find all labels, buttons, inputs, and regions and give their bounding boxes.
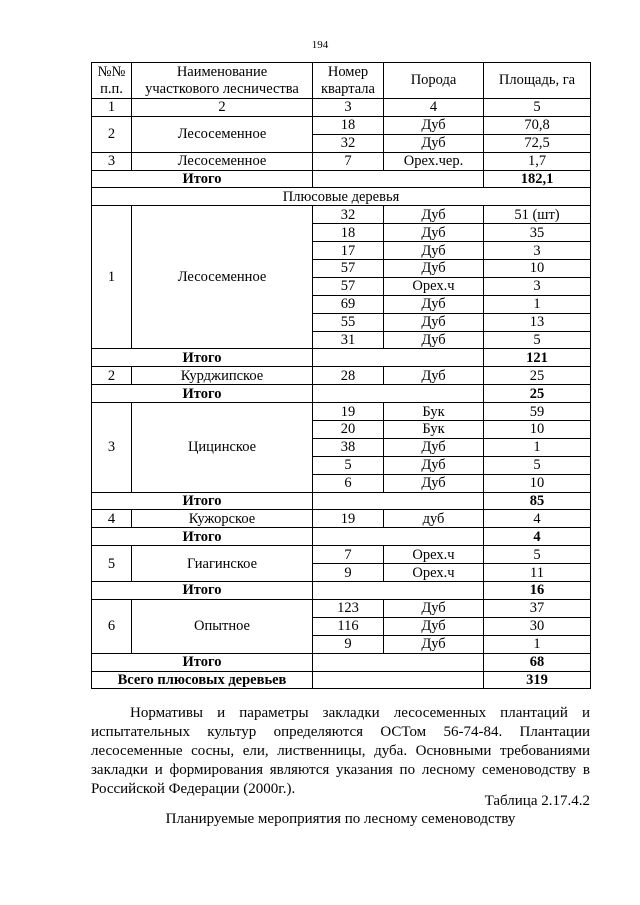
header-cell-forestry bbox=[132, 63, 313, 99]
quarter-cell: 55 bbox=[313, 313, 384, 331]
species-cell: Дуб bbox=[384, 599, 484, 617]
note-line: Нормативы и параметры закладки лесосеменных плантаций и bbox=[130, 705, 590, 721]
quarter-cell: 9 bbox=[313, 635, 384, 653]
data-table bbox=[91, 62, 591, 689]
species-cell: Дуб bbox=[384, 295, 484, 313]
table-row bbox=[92, 206, 591, 224]
species-cell: Дуб bbox=[384, 313, 484, 331]
column-number-cell: 3 bbox=[313, 99, 384, 117]
species-cell: Орех.ч bbox=[384, 564, 484, 582]
table-row bbox=[92, 152, 591, 170]
quarter-cell: 9 bbox=[313, 564, 384, 582]
table-caption-title: Планируемые мероприятия по лесному семеноводству bbox=[165, 811, 516, 827]
total-label-cell: Итого bbox=[92, 349, 313, 367]
value-cell: 59 bbox=[484, 403, 591, 421]
forestry-name-cell: Кужорское bbox=[132, 510, 313, 528]
table-row bbox=[92, 367, 591, 385]
species-cell: Бук bbox=[384, 421, 484, 439]
value-cell: 37 bbox=[484, 599, 591, 617]
grand-total-label: Всего плюсовых деревьев bbox=[92, 671, 313, 689]
header-cell-area bbox=[484, 63, 591, 99]
species-cell: Дуб bbox=[384, 206, 484, 224]
species-cell: Дуб bbox=[384, 635, 484, 653]
total-value-cell: 25 bbox=[484, 385, 591, 403]
total-row bbox=[92, 492, 591, 510]
species-cell: Дуб bbox=[384, 224, 484, 242]
quarter-cell: 20 bbox=[313, 421, 384, 439]
column-number-cell: 4 bbox=[384, 99, 484, 117]
value-cell: 72,5 bbox=[484, 134, 591, 152]
value-cell: 13 bbox=[484, 313, 591, 331]
quarter-cell: 38 bbox=[313, 438, 384, 456]
total-label-cell: Итого bbox=[92, 385, 313, 403]
total-label-cell: Итого bbox=[92, 528, 313, 546]
note-line: закладки и формирования являются указания по лесному семеноводству в bbox=[91, 762, 590, 778]
total-label-cell: Итого bbox=[92, 492, 313, 510]
header-line: Наименование bbox=[176, 63, 268, 80]
quarter-cell: 17 bbox=[313, 242, 384, 260]
header-line: Номер bbox=[327, 63, 369, 80]
species-cell: Орех.ч bbox=[384, 277, 484, 295]
value-cell: 5 bbox=[484, 456, 591, 474]
header-line: Площадь, га bbox=[498, 72, 576, 88]
species-cell: Дуб bbox=[384, 134, 484, 152]
forestry-name-cell: Лесосеменное bbox=[132, 206, 313, 349]
species-cell: Дуб bbox=[384, 456, 484, 474]
quarter-cell: 57 bbox=[313, 260, 384, 278]
row-number-cell: 6 bbox=[92, 599, 132, 653]
total-label-cell: Итого bbox=[92, 170, 313, 188]
note-line: лесосеменные сосны, ели, лиственницы, дуба. Основными требованиями bbox=[91, 743, 590, 759]
species-cell: дуб bbox=[384, 510, 484, 528]
empty-cell bbox=[313, 671, 484, 689]
forestry-name-cell: Лесосеменное bbox=[132, 116, 313, 152]
forestry-name-cell: Курджипское bbox=[132, 367, 313, 385]
species-cell: Дуб bbox=[384, 242, 484, 260]
value-cell: 3 bbox=[484, 277, 591, 295]
row-number-cell: 3 bbox=[92, 403, 132, 492]
quarter-cell: 57 bbox=[313, 277, 384, 295]
column-number-cell: 5 bbox=[484, 99, 591, 117]
quarter-cell: 69 bbox=[313, 295, 384, 313]
species-cell: Дуб bbox=[384, 367, 484, 385]
value-cell: 25 bbox=[484, 367, 591, 385]
forestry-name-cell: Лесосеменное bbox=[132, 152, 313, 170]
value-cell: 10 bbox=[484, 260, 591, 278]
quarter-cell: 7 bbox=[313, 152, 384, 170]
species-cell: Дуб bbox=[384, 260, 484, 278]
header-line: №№ bbox=[97, 63, 126, 80]
empty-cell bbox=[313, 170, 484, 188]
header-line: участкового лесничества bbox=[145, 80, 299, 97]
total-value-cell: 182,1 bbox=[484, 170, 591, 188]
quarter-cell: 19 bbox=[313, 510, 384, 528]
forestry-name-cell: Опытное bbox=[132, 599, 313, 653]
note-paragraph bbox=[91, 704, 590, 799]
value-cell: 1,7 bbox=[484, 152, 591, 170]
table-row bbox=[92, 403, 591, 421]
total-row bbox=[92, 170, 591, 188]
quarter-cell: 18 bbox=[313, 224, 384, 242]
forestry-name-cell: Гиагинское bbox=[132, 546, 313, 582]
value-cell: 4 bbox=[484, 510, 591, 528]
value-cell: 51 (шт) bbox=[484, 206, 591, 224]
species-cell: Дуб bbox=[384, 438, 484, 456]
species-cell: Бук bbox=[384, 403, 484, 421]
note-line: Российской Федерации (2000г.). bbox=[91, 781, 296, 797]
total-row bbox=[92, 349, 591, 367]
quarter-cell: 18 bbox=[313, 116, 384, 134]
total-value-cell: 85 bbox=[484, 492, 591, 510]
species-cell: Орех.ч bbox=[384, 546, 484, 564]
table-row bbox=[92, 116, 591, 134]
empty-cell bbox=[313, 653, 484, 671]
value-cell: 3 bbox=[484, 242, 591, 260]
quarter-cell: 116 bbox=[313, 617, 384, 635]
header-row bbox=[92, 63, 591, 99]
page-number: 194 bbox=[311, 39, 329, 51]
quarter-cell: 5 bbox=[313, 456, 384, 474]
species-cell: Дуб bbox=[384, 617, 484, 635]
total-label-cell: Итого bbox=[92, 653, 313, 671]
note-line: испытательных культур определяются ОСТом 56-74-84. Плантации bbox=[91, 724, 590, 740]
value-cell: 30 bbox=[484, 617, 591, 635]
forestry-name-cell: Цицинское bbox=[132, 403, 313, 492]
total-value-cell: 121 bbox=[484, 349, 591, 367]
table-row bbox=[92, 546, 591, 564]
total-row bbox=[92, 385, 591, 403]
quarter-cell: 7 bbox=[313, 546, 384, 564]
total-value-cell: 68 bbox=[484, 653, 591, 671]
value-cell: 1 bbox=[484, 295, 591, 313]
header-cell-number bbox=[92, 63, 132, 99]
total-row bbox=[92, 653, 591, 671]
table-caption-number: Таблица 2.17.4.2 bbox=[484, 793, 590, 809]
column-number-cell: 2 bbox=[132, 99, 313, 117]
value-cell: 5 bbox=[484, 546, 591, 564]
grand-total-value: 319 bbox=[484, 671, 591, 689]
table-row bbox=[92, 510, 591, 528]
empty-cell bbox=[313, 349, 484, 367]
empty-cell bbox=[313, 582, 484, 600]
header-line: квартала bbox=[321, 80, 375, 97]
value-cell: 11 bbox=[484, 564, 591, 582]
row-number-cell: 2 bbox=[92, 367, 132, 385]
value-cell: 10 bbox=[484, 421, 591, 439]
quarter-cell: 32 bbox=[313, 134, 384, 152]
header-cell-species bbox=[384, 63, 484, 99]
empty-cell bbox=[313, 528, 484, 546]
header-line: Порода bbox=[410, 72, 457, 88]
species-cell: Орех.чер. bbox=[384, 152, 484, 170]
species-cell: Дуб bbox=[384, 331, 484, 349]
quarter-cell: 123 bbox=[313, 599, 384, 617]
total-row bbox=[92, 582, 591, 600]
row-number-cell: 5 bbox=[92, 546, 132, 582]
quarter-cell: 19 bbox=[313, 403, 384, 421]
total-value-cell: 4 bbox=[484, 528, 591, 546]
row-number-cell: 4 bbox=[92, 510, 132, 528]
row-number-cell: 3 bbox=[92, 152, 132, 170]
section-heading-row bbox=[92, 188, 591, 206]
quarter-cell: 31 bbox=[313, 331, 384, 349]
row-number-cell: 1 bbox=[92, 206, 132, 349]
row-number-cell: 2 bbox=[92, 116, 132, 152]
value-cell: 10 bbox=[484, 474, 591, 492]
column-number-row bbox=[92, 99, 591, 117]
header-cell-quarter bbox=[313, 63, 384, 99]
total-value-cell: 16 bbox=[484, 582, 591, 600]
empty-cell bbox=[313, 492, 484, 510]
section-heading-plus-trees: Плюсовые деревья bbox=[92, 188, 591, 206]
grand-total-row bbox=[92, 671, 591, 689]
value-cell: 35 bbox=[484, 224, 591, 242]
value-cell: 1 bbox=[484, 635, 591, 653]
total-label-cell: Итого bbox=[92, 582, 313, 600]
empty-cell bbox=[313, 385, 484, 403]
species-cell: Дуб bbox=[384, 474, 484, 492]
quarter-cell: 28 bbox=[313, 367, 384, 385]
species-cell: Дуб bbox=[384, 116, 484, 134]
quarter-cell: 32 bbox=[313, 206, 384, 224]
header-line: п.п. bbox=[100, 80, 123, 97]
value-cell: 5 bbox=[484, 331, 591, 349]
value-cell: 1 bbox=[484, 438, 591, 456]
value-cell: 70,8 bbox=[484, 116, 591, 134]
column-number-cell: 1 bbox=[92, 99, 132, 117]
table-row bbox=[92, 599, 591, 617]
total-row bbox=[92, 528, 591, 546]
quarter-cell: 6 bbox=[313, 474, 384, 492]
